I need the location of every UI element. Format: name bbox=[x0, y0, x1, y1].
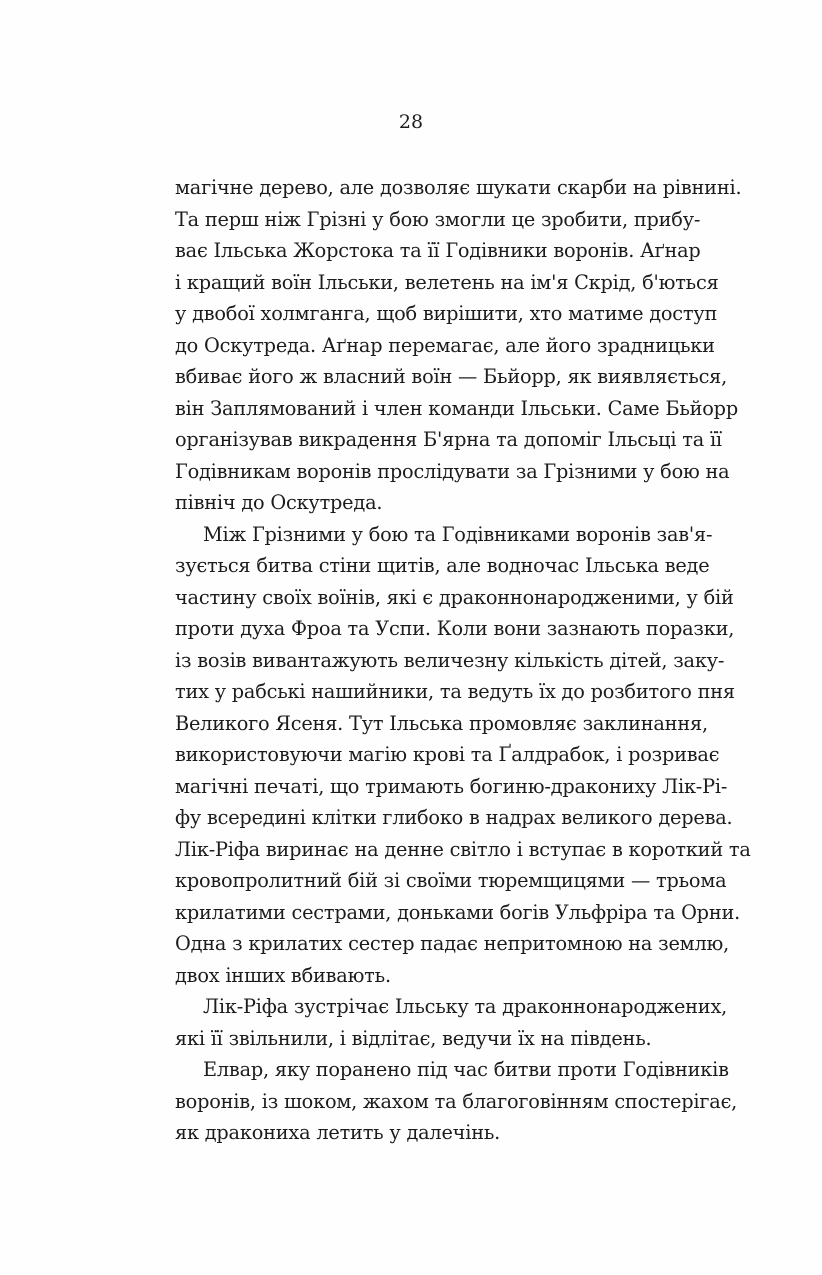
text-line: північ до Оскутреда. bbox=[175, 491, 383, 514]
page-number: 28 bbox=[398, 111, 424, 133]
paragraph bbox=[175, 1054, 738, 1149]
text-line: як дракониха летить у далечінь. bbox=[175, 1121, 501, 1144]
text-line: Одна з крилатих сестер падає непритомною на землю, bbox=[175, 932, 730, 955]
text-line: організував викрадення Б'ярна та допоміг Ільсьці та її bbox=[175, 428, 722, 451]
text-line: воронів, із шоком, жахом та благоговінням спостерігає, bbox=[175, 1089, 738, 1113]
paragraph bbox=[175, 519, 751, 992]
text-line: Лік-Ріфа зустрічає Ільську та драконнонароджених, bbox=[203, 995, 728, 1018]
text-line: Між Грізними у бою та Годівниками воронів зав'я- bbox=[203, 522, 713, 546]
paragraph bbox=[175, 991, 728, 1054]
text-line: фу всередині клітки глибоко в надрах великого дерева. bbox=[175, 806, 733, 829]
text-line: Великого Ясеня. Тут Ільська промовляє заклинання, bbox=[175, 711, 708, 735]
text-line: використовуючи магію крові та Ґалдрабок, і розриває bbox=[175, 743, 720, 766]
text-line: Лік-Ріфа виринає на денне світло і вступає в короткий та bbox=[175, 837, 751, 861]
text-line: вбиває його ж власний воїн — Бьйорр, як виявляється, bbox=[175, 365, 728, 388]
text-line: у двобої холмганга, щоб вирішити, хто матиме доступ bbox=[175, 302, 718, 325]
text-line: двох інших вбивають. bbox=[175, 963, 391, 987]
text-line: магічне дерево, але дозволяє шукати скарби на рівнині. bbox=[175, 176, 742, 199]
text-line: із возів вивантажують величезну кількість дітей, заку- bbox=[175, 648, 725, 672]
text-line: частину своїх воїнів, які є драконнонародженими, у бій bbox=[175, 585, 734, 609]
text-line: Та перш ніж Грізні у бою змогли це зробити, прибу- bbox=[175, 207, 701, 231]
text-line: тих у рабські нашийники, та ведуть їх до розбитого пня bbox=[175, 680, 735, 703]
paragraph bbox=[175, 172, 742, 519]
text-line: зується битва стіни щитів, але водночас Ільська веде bbox=[175, 554, 710, 577]
text-line: до Оскутреда. Аґнар перемагає, але його зрадницьки bbox=[175, 333, 715, 357]
text-line: він Заплямований і член команди Ільськи. Саме Бьйорр bbox=[175, 396, 738, 420]
body-text bbox=[175, 172, 751, 1149]
text-line: кровопролитний бій зі своїми тюремщицями — трьома bbox=[175, 869, 727, 892]
text-line: проти духа Фроа та Успи. Коли вони зазнають поразки, bbox=[175, 617, 735, 640]
text-line: і кращий воїн Ільськи, велетень на ім'я Скрід, б'ються bbox=[175, 270, 719, 294]
text-line: крилатими сестрами, доньками богів Ульфріра та Орни. bbox=[175, 900, 741, 924]
text-line: ває Ільська Жорстока та її Годівники воронів. Аґнар bbox=[175, 239, 701, 262]
text-line: магічні печаті, що тримають богиню-дракониху Лік-Рі- bbox=[175, 774, 728, 798]
text-line: які її звільнили, і відлітає, ведучи їх на південь. bbox=[175, 1026, 652, 1050]
text-line: Годівникам воронів прослідувати за Грізними у бою на bbox=[175, 459, 730, 483]
text-line: Елвар, яку поранено під час битви проти Годівників bbox=[203, 1058, 729, 1081]
